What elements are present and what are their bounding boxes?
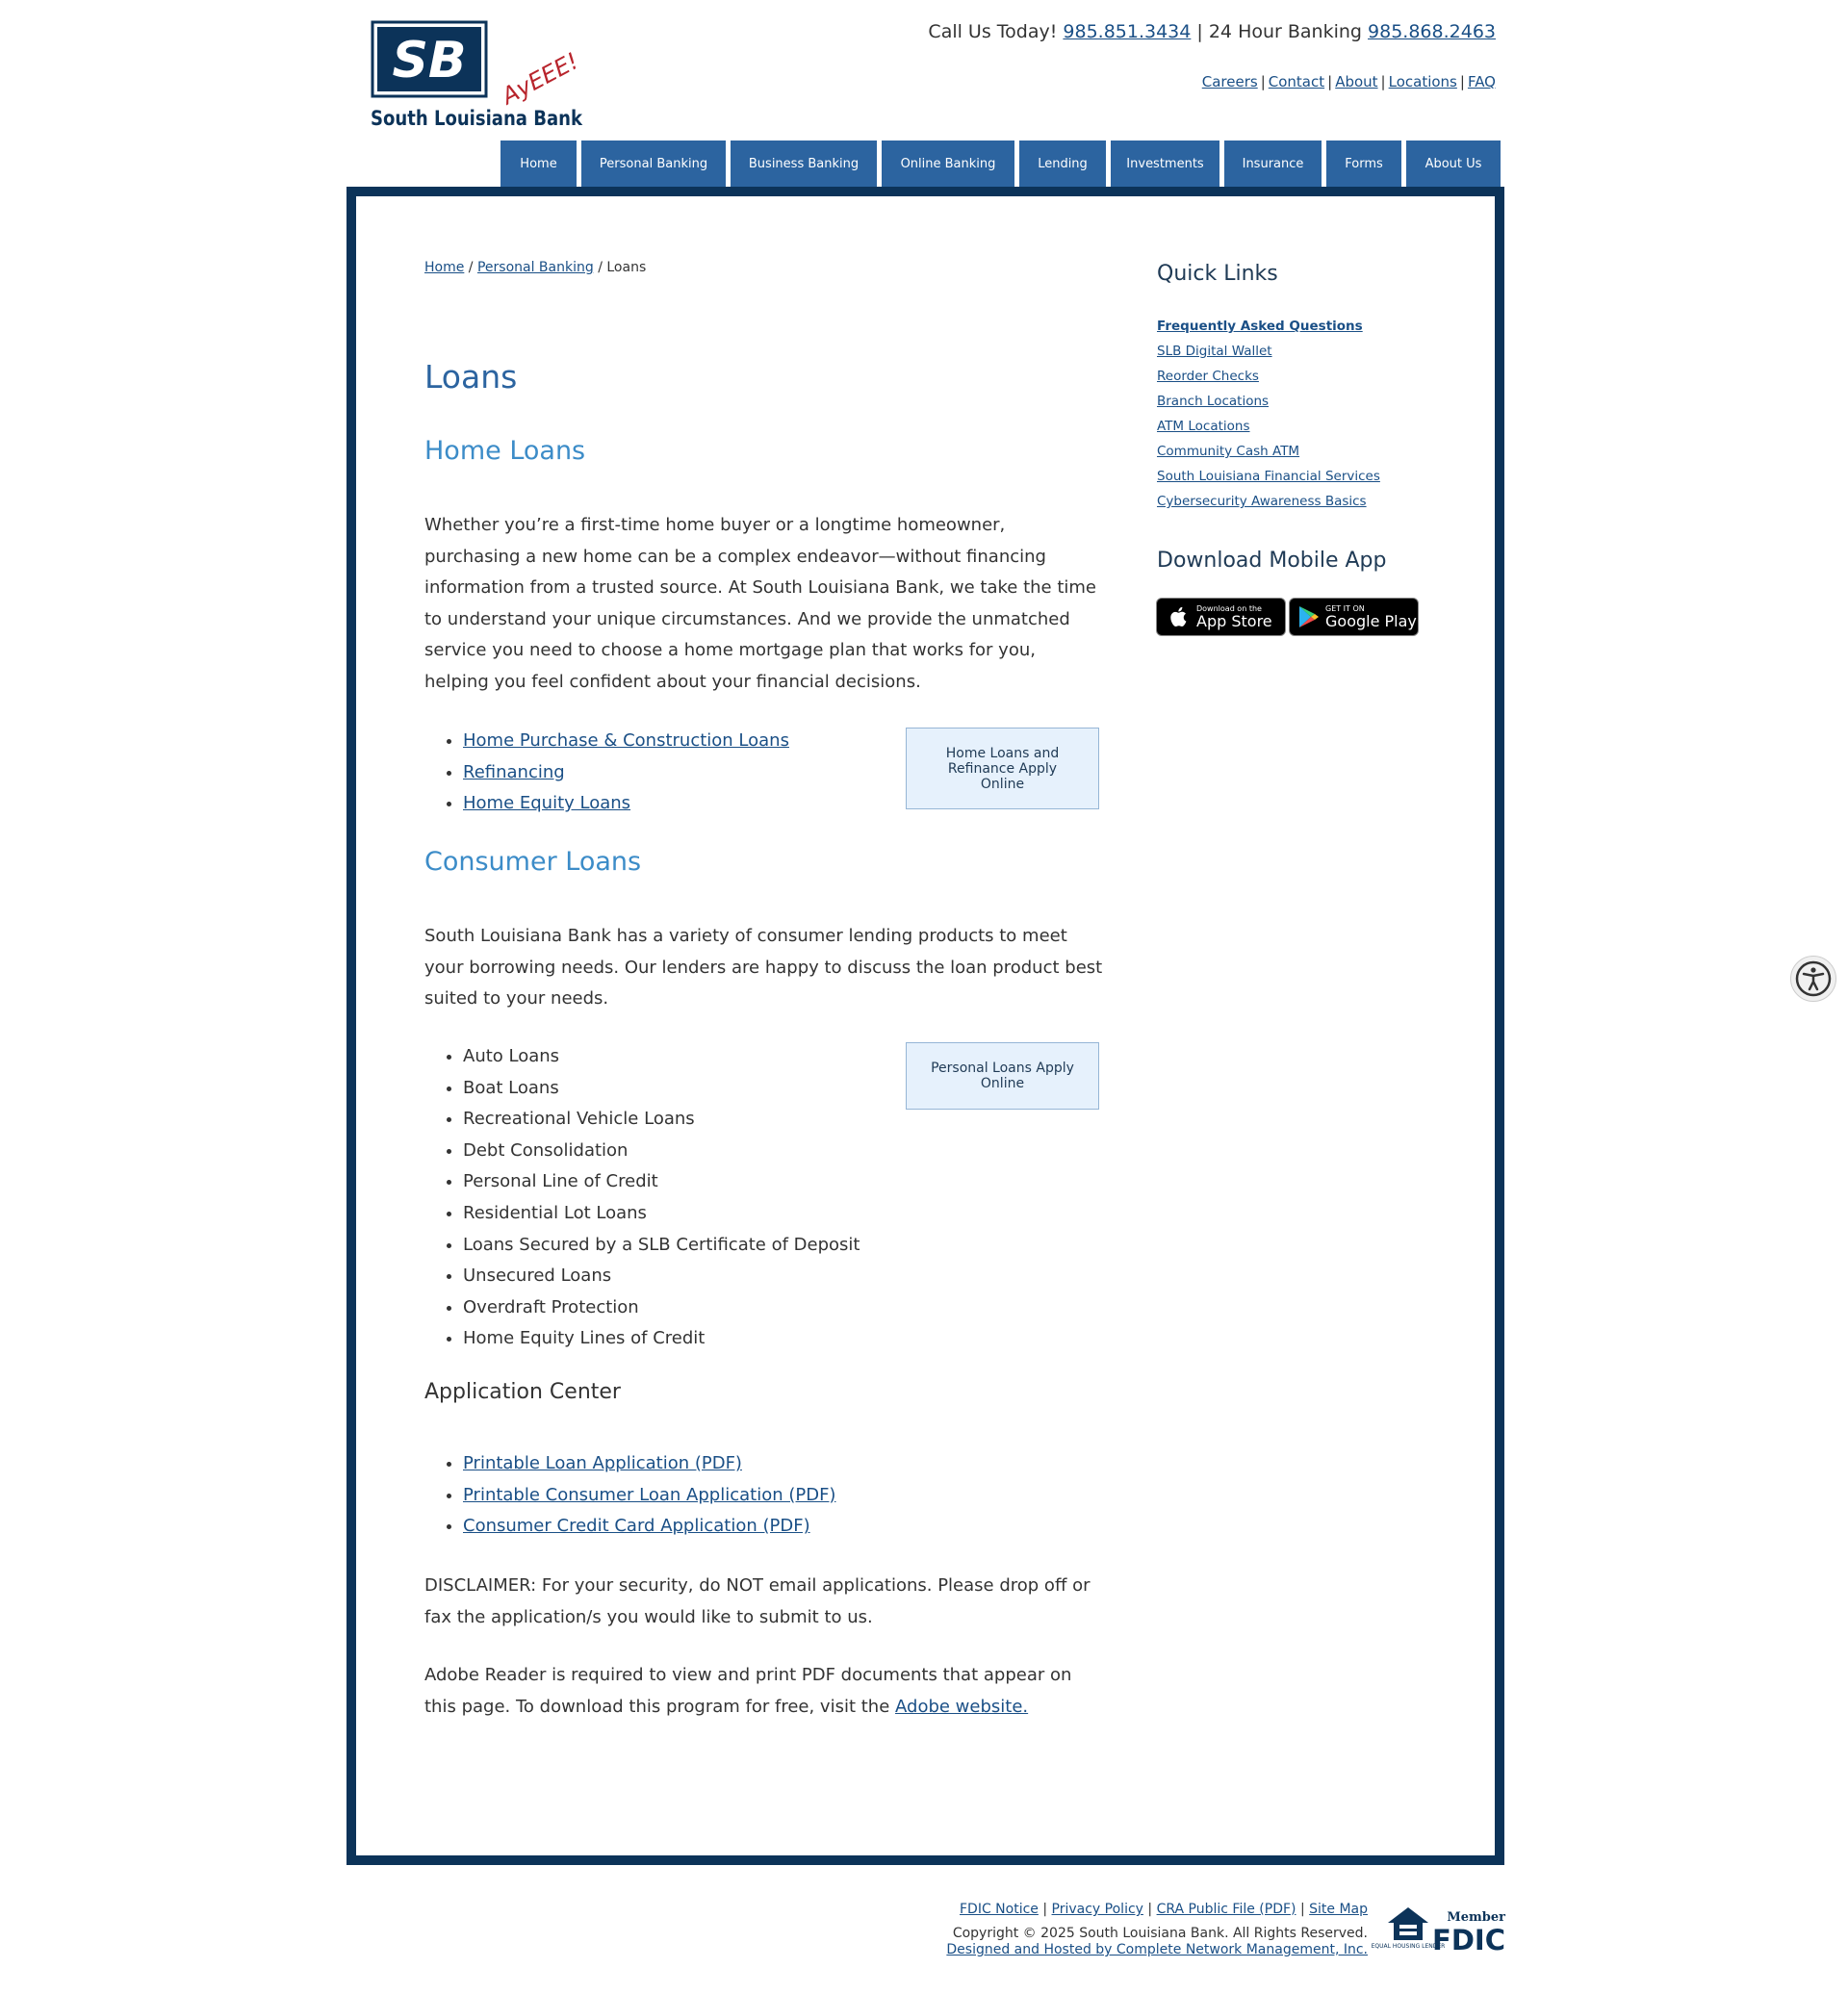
list-item: • Overdraft Protection — [463, 1292, 860, 1324]
nav-online-banking[interactable]: Online Banking — [882, 141, 1014, 187]
equal-housing-text: EQUAL HOUSING LENDER — [1371, 1943, 1446, 1950]
google-play-icon — [1298, 605, 1320, 628]
site-map-link[interactable]: Site Map — [1309, 1902, 1368, 1917]
designed-by — [946, 1942, 1368, 1957]
breadcrumb: Home / Personal Banking / Loans — [424, 260, 647, 275]
list-item — [463, 788, 789, 820]
nav-lending[interactable]: Lending — [1019, 141, 1106, 187]
nav-insurance[interactable]: Insurance — [1224, 141, 1322, 187]
main-nav — [500, 141, 1501, 187]
logo-initials: SB — [392, 32, 467, 89]
fdic-notice-link[interactable]: FDIC Notice — [959, 1902, 1039, 1917]
nav-home[interactable]: Home — [500, 141, 577, 187]
nav-business-banking[interactable]: Business Banking — [731, 141, 877, 187]
footer-links: FDIC Notice | Privacy Policy | CRA Public File (PDF) | Site Map — [959, 1902, 1368, 1917]
contact-link[interactable]: Contact — [1268, 73, 1325, 90]
google-play-button[interactable] — [1289, 598, 1419, 636]
google-play-small: GET IT ON — [1325, 604, 1365, 613]
community-cash-atm-link[interactable]: Community Cash ATM — [1157, 444, 1300, 459]
list-item — [1157, 339, 1380, 364]
copyright-text: Copyright © 2025 South Louisiana Bank. All Rights Reserved. — [952, 1926, 1368, 1941]
breadcrumb-home[interactable]: Home — [424, 260, 465, 275]
disclaimer-text: DISCLAIMER: For your security, do NOT email applications. Please drop off or fax the application/s you would like to submit to us. — [424, 1575, 1091, 1627]
cybersecurity-link[interactable]: Cybersecurity Awareness Basics — [1157, 494, 1367, 509]
home-loans-list — [463, 726, 789, 820]
refinancing-link[interactable]: Refinancing — [463, 761, 565, 782]
header-contact — [928, 21, 1496, 42]
list-item: • Auto Loans — [463, 1041, 860, 1073]
list-item — [463, 1511, 835, 1543]
list-item: • Home Equity Lines of Credit — [463, 1323, 860, 1355]
digital-wallet-link[interactable]: SLB Digital Wallet — [1157, 344, 1272, 359]
mobile-app-heading: Download Mobile App — [1157, 549, 1387, 573]
banking-label: | 24 Hour Banking — [1196, 21, 1362, 42]
privacy-policy-link[interactable]: Privacy Policy — [1051, 1902, 1143, 1917]
equal-housing-lender-logo — [1371, 1905, 1446, 1956]
app-store-button[interactable] — [1156, 598, 1286, 636]
locations-link[interactable]: Locations — [1388, 73, 1457, 90]
nav-personal-banking[interactable]: Personal Banking — [581, 141, 726, 187]
list-item: • Loans Secured by a SLB Certificate of Deposit — [463, 1230, 860, 1262]
list-item: • Residential Lot Loans — [463, 1198, 860, 1230]
adobe-paragraph — [424, 1660, 1103, 1723]
home-loans-paragraph: Whether you’re a first-time home buyer or a longtime homeowner, purchasing a new home can be a complex endeavor—without financing information from a trusted source. At South Louisiana Bank, we take the time to understand your unique circumstances. And we provide the unmatched service you need to choose a home mortgage plan that works for you, helping you feel confident about your financial decisions. — [424, 515, 1096, 692]
reorder-checks-link[interactable]: Reorder Checks — [1157, 369, 1259, 384]
fdic-member-logo — [1432, 1907, 1505, 1956]
application-links-list — [463, 1448, 835, 1543]
list-item: • Unsecured Loans — [463, 1261, 860, 1292]
south-louisiana-bank-logo[interactable] — [369, 19, 590, 131]
list-item — [463, 1448, 835, 1480]
list-item: • Personal Line of Credit — [463, 1166, 860, 1198]
main-phone-link[interactable]: 985.851.3434 — [1063, 21, 1192, 42]
list-item — [1157, 489, 1380, 514]
list-item — [1157, 439, 1380, 464]
breadcrumb-personal-banking[interactable]: Personal Banking — [476, 260, 594, 275]
list-item: • Recreational Vehicle Loans — [463, 1104, 860, 1136]
list-item — [1157, 414, 1380, 439]
list-item: • Boat Loans — [463, 1073, 860, 1105]
logo-name: South Louisiana Bank — [371, 107, 583, 130]
consumer-loan-application-pdf-link[interactable]: Printable Consumer Loan Application (PDF) — [463, 1484, 836, 1505]
quick-links-heading: Quick Links — [1157, 262, 1278, 286]
home-loans-apply-button[interactable]: Home Loans and Refinance Apply Online — [906, 728, 1099, 809]
cra-public-file-link[interactable]: CRA Public File (PDF) — [1156, 1902, 1296, 1917]
quick-links-list — [1157, 314, 1380, 514]
adobe-text: Adobe Reader is required to view and print PDF documents that appear on this page. To download this program for free, visit the — [424, 1665, 1072, 1717]
consumer-loans-heading: Consumer Loans — [424, 847, 642, 877]
faq-link[interactable]: FAQ — [1467, 73, 1496, 90]
careers-link[interactable]: Careers — [1201, 73, 1258, 90]
accessibility-button[interactable] — [1790, 956, 1836, 1002]
call-label: Call Us Today! — [928, 21, 1058, 42]
list-item — [1157, 464, 1380, 489]
personal-loans-apply-button[interactable]: Personal Loans Apply Online — [906, 1042, 1099, 1110]
fdic-text: FDIC — [1432, 1924, 1505, 1956]
list-item — [463, 757, 789, 789]
breadcrumb-current: Loans — [606, 260, 647, 275]
nav-about-us[interactable]: About Us — [1406, 141, 1501, 187]
fdic-member-text: Member — [1447, 1910, 1505, 1925]
atm-locations-link[interactable]: ATM Locations — [1157, 419, 1250, 434]
utility-links: Careers | Contact | About | Locations | FAQ — [1201, 73, 1496, 90]
home-equity-link[interactable]: Home Equity Loans — [463, 793, 631, 814]
list-item — [1157, 364, 1380, 389]
branch-locations-link[interactable]: Branch Locations — [1157, 394, 1270, 409]
designed-by-link[interactable]: Designed and Hosted by Complete Network Management, Inc. — [946, 1942, 1368, 1957]
apple-icon — [1167, 604, 1192, 629]
loan-application-pdf-link[interactable]: Printable Loan Application (PDF) — [463, 1453, 742, 1473]
consumer-loans-paragraph: South Louisiana Bank has a variety of consumer lending products to meet your borrowing needs. Our lenders are happy to discuss the loan product best suited to your needs. — [424, 926, 1103, 1009]
nav-forms[interactable]: Forms — [1326, 141, 1401, 187]
app-store-big: App Store — [1196, 612, 1272, 630]
adobe-website-link[interactable]: Adobe website. — [895, 1696, 1029, 1717]
app-store-small: Download on the — [1196, 604, 1262, 613]
google-play-big: Google Play — [1325, 612, 1417, 630]
logo-tagline: AyEEE! — [497, 47, 583, 111]
list-item — [463, 726, 789, 757]
list-item — [463, 1480, 835, 1512]
list-item — [1157, 314, 1380, 339]
home-loans-heading: Home Loans — [424, 436, 586, 466]
24h-phone-link[interactable]: 985.868.2463 — [1368, 21, 1496, 42]
application-center-heading: Application Center — [424, 1380, 621, 1404]
about-link[interactable]: About — [1335, 73, 1378, 90]
credit-card-application-pdf-link[interactable]: Consumer Credit Card Application (PDF) — [463, 1516, 810, 1537]
financial-services-link[interactable]: South Louisiana Financial Services — [1157, 469, 1380, 484]
list-item: • Debt Consolidation — [463, 1136, 860, 1167]
page-title: Loans — [424, 358, 518, 396]
list-item — [1157, 389, 1380, 414]
faq-quick-link[interactable]: Frequently Asked Questions — [1157, 319, 1363, 334]
accessibility-icon — [1795, 960, 1832, 997]
home-purchase-link[interactable]: Home Purchase & Construction Loans — [463, 730, 789, 751]
nav-investments[interactable]: Investments — [1111, 141, 1219, 187]
consumer-loans-list — [463, 1041, 860, 1355]
